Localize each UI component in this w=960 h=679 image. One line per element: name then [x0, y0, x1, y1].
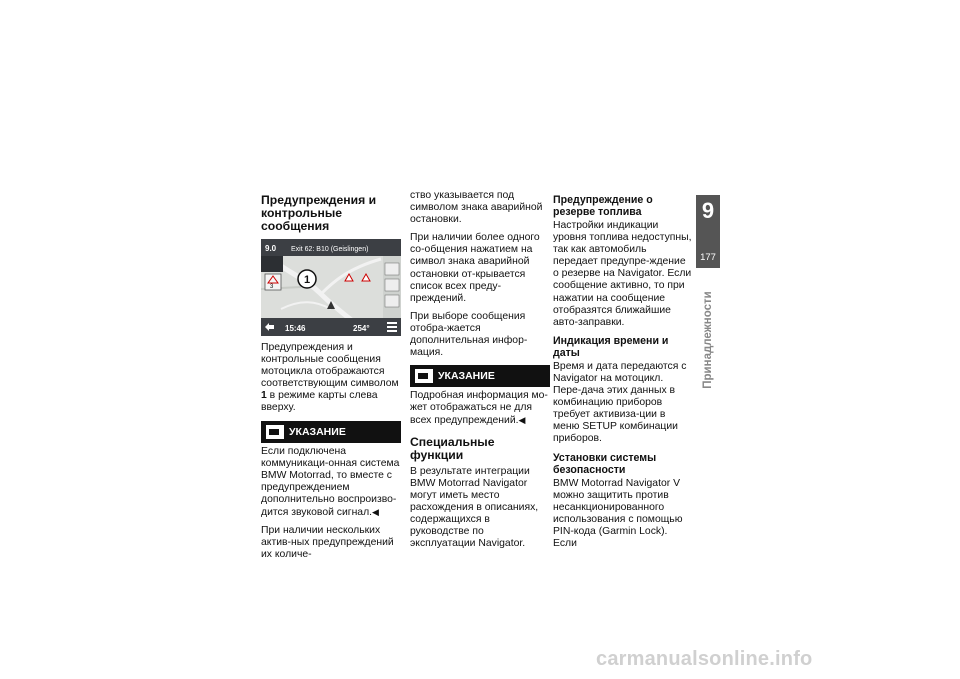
menu-icon: [387, 322, 397, 324]
paragraph-fuel: Настройки индикации уровня топлива недоступны, так как автомобиль передает предупре-ждение о резерве на Navigator. Если сообщение активно, то при нажатии на сообщение отобразятся ближайшие авто-заправки.: [553, 220, 692, 328]
column-3: [553, 194, 693, 556]
map-warning-count: 3: [270, 284, 274, 290]
text-part: Предупреждения и контрольные сообщения мотоцикла отображаются соответствующим символом: [261, 342, 399, 390]
paragraph-multiple-warnings: При наличии нескольких актив-ных предупреждений их количе-: [261, 525, 394, 561]
heading-security: Установки системы безопасности: [553, 451, 657, 476]
text-part: в режиме карты слева вверху.: [261, 390, 378, 414]
chapter-tab: [696, 195, 720, 268]
heading-fuel-reserve: Предупреждение о резерве топлива: [553, 194, 653, 218]
paragraph-details: При выборе сообщения отобра-жается дополнительная инфор-мация.: [410, 310, 528, 359]
column-1: [261, 194, 401, 567]
paragraph-time: Время и дата передаются с Navigator на мотоцикл. Пере-дача этих данных в комбинацию приборов требует активиза-ции в меню SETUP комбинации приборов.: [553, 360, 687, 445]
end-mark-icon: ◀: [518, 415, 526, 426]
text-part: Если подключена коммуникаци-онная система BMW Motorrad, то вместе с предупреждением дополнительно воспроизво-дится звуковой сигнал.: [261, 445, 400, 519]
chapter-title: Принадлежности: [702, 291, 714, 389]
watermark: carmanualsonline.info: [596, 648, 813, 670]
chapter-number: 9: [701, 198, 715, 223]
paragraph-count: ство указывается под символом знака аварийной остановки.: [410, 190, 543, 226]
paragraph-note-details: [410, 390, 550, 427]
pointing-hand-icon: [415, 369, 433, 383]
paragraph-integration: В результате интеграции BMW Motorrad Navigator могут иметь место расхождения в описаниях, содержащихся в руководстве по эксплуатации Navigator.: [410, 465, 539, 550]
pointing-hand-icon: [266, 425, 284, 439]
map-time: 15:46: [285, 324, 306, 333]
paragraph-communication: [261, 446, 401, 520]
note-label: УКАЗАНИЕ: [289, 425, 346, 438]
navigator-map-screenshot: [261, 239, 401, 336]
end-mark-icon: ◀: [372, 507, 379, 518]
paragraph-warning-symbol: [261, 342, 401, 415]
heading-time-date: Индикация времени и даты: [553, 334, 669, 359]
callout-ref: 1: [261, 390, 267, 402]
note-banner: [410, 365, 550, 387]
note-label: УКАЗАНИЕ: [438, 370, 495, 383]
paragraph-list: При наличии более одного со-общения нажатием на символ знака аварийной остановки от-крывается список всех преду-преждений.: [410, 232, 540, 304]
paragraph-security: BMW Motorrad Navigator V можно защитить против несанкционированного использования с помощью PIN-кода (Garmin Lock). Если: [553, 477, 683, 549]
page-number: 177: [700, 252, 716, 263]
text-part: Подробная информация мо-жет отображаться не для всех предупреждений.: [410, 390, 548, 427]
chapter-title-vertical: [699, 291, 717, 389]
section-heading-special: Специальные функции: [410, 434, 495, 462]
map-graphic: [261, 239, 401, 336]
map-callout-number: 1: [304, 274, 311, 286]
map-distance: 9.0: [265, 244, 277, 253]
map-heading: 254°: [353, 324, 370, 333]
section-heading-warnings: Предупреждения и контрольные сообщения: [261, 193, 377, 233]
column-2: [410, 190, 550, 556]
map-street-name: Exit 62: B10 (Geislingen): [291, 246, 369, 253]
note-banner: [261, 421, 401, 443]
